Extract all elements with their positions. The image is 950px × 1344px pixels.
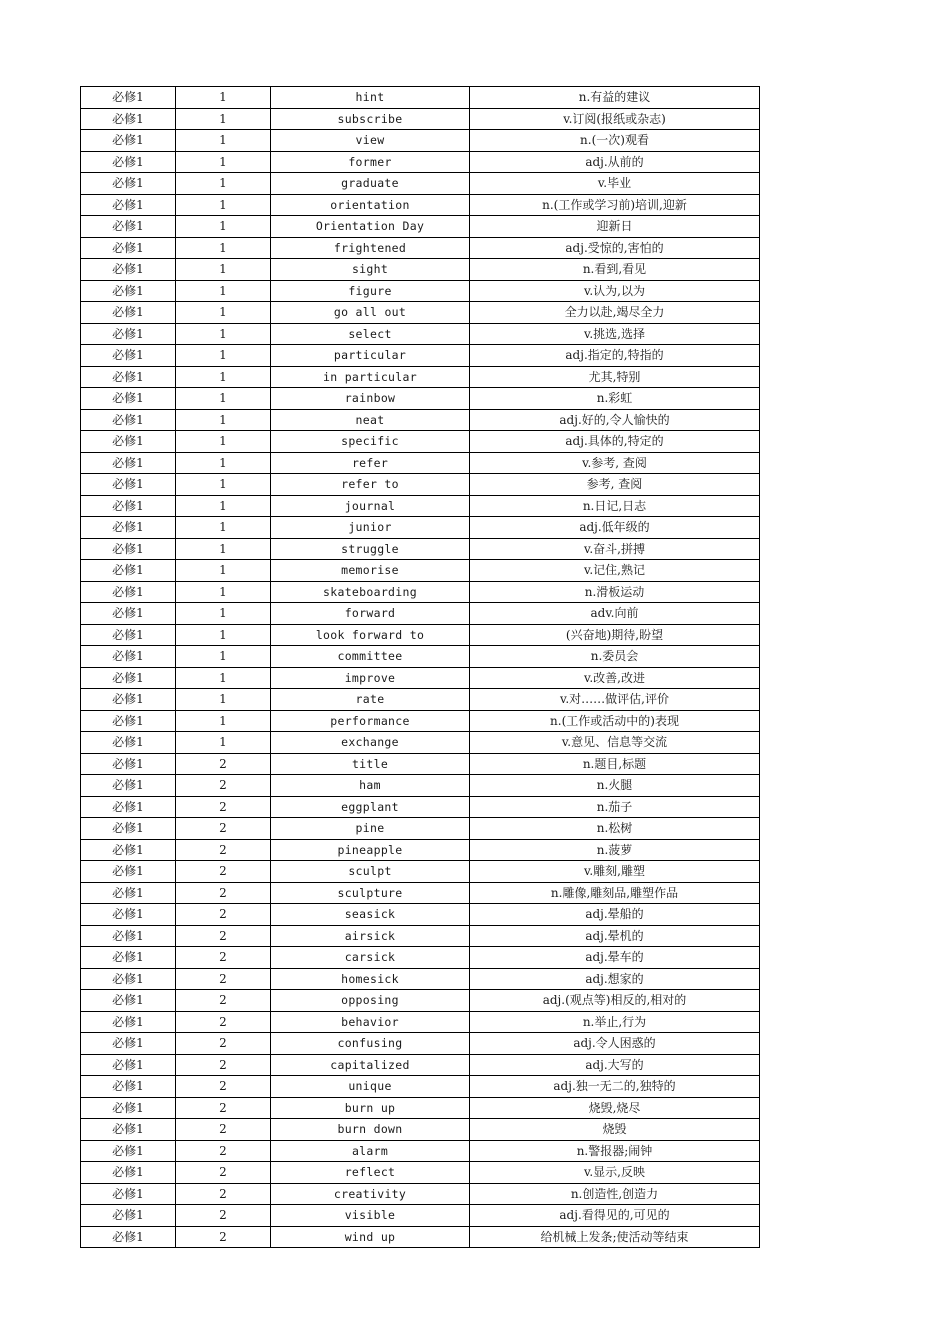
textbook-cell: 必修1 (81, 452, 176, 474)
table-row (81, 345, 760, 367)
meaning-cell: adj.晕机的 (470, 925, 760, 947)
meaning-cell: n.火腿 (470, 775, 760, 797)
meaning-cell: v.认为,以为 (470, 280, 760, 302)
word-cell: alarm (271, 1140, 470, 1162)
word-cell: figure (271, 280, 470, 302)
unit-cell: 2 (176, 1097, 271, 1119)
word-cell: visible (271, 1205, 470, 1227)
table-row (81, 517, 760, 539)
meaning-cell: adj.令人困惑的 (470, 1033, 760, 1055)
table-row (81, 1097, 760, 1119)
textbook-cell: 必修1 (81, 388, 176, 410)
word-cell: junior (271, 517, 470, 539)
meaning-cell: n.茄子 (470, 796, 760, 818)
textbook-cell: 必修1 (81, 366, 176, 388)
word-cell: homesick (271, 968, 470, 990)
unit-cell: 1 (176, 560, 271, 582)
meaning-cell: adj.低年级的 (470, 517, 760, 539)
meaning-cell: v.雕刻,雕塑 (470, 861, 760, 883)
table-row (81, 194, 760, 216)
word-cell: look forward to (271, 624, 470, 646)
unit-cell: 2 (176, 839, 271, 861)
textbook-cell: 必修1 (81, 1140, 176, 1162)
word-cell: refer (271, 452, 470, 474)
table-row (81, 538, 760, 560)
table-row (81, 302, 760, 324)
meaning-cell: n.看到,看见 (470, 259, 760, 281)
unit-cell: 2 (176, 1205, 271, 1227)
unit-cell: 2 (176, 753, 271, 775)
table-row (81, 947, 760, 969)
word-cell: subscribe (271, 108, 470, 130)
word-cell: sculpture (271, 882, 470, 904)
word-cell: select (271, 323, 470, 345)
meaning-cell: n.委员会 (470, 646, 760, 668)
unit-cell: 1 (176, 388, 271, 410)
word-cell: Orientation Day (271, 216, 470, 238)
meaning-cell: n.举止,行为 (470, 1011, 760, 1033)
meaning-cell: n.(一次)观看 (470, 130, 760, 152)
unit-cell: 1 (176, 624, 271, 646)
meaning-cell: 尤其,特别 (470, 366, 760, 388)
textbook-cell: 必修1 (81, 796, 176, 818)
unit-cell: 1 (176, 581, 271, 603)
table-row (81, 431, 760, 453)
unit-cell: 2 (176, 1183, 271, 1205)
word-cell: graduate (271, 173, 470, 195)
word-cell: sculpt (271, 861, 470, 883)
table-row (81, 1033, 760, 1055)
table-row (81, 1011, 760, 1033)
textbook-cell: 必修1 (81, 302, 176, 324)
textbook-cell: 必修1 (81, 538, 176, 560)
unit-cell: 1 (176, 151, 271, 173)
meaning-cell: n.(工作或活动中的)表现 (470, 710, 760, 732)
textbook-cell: 必修1 (81, 581, 176, 603)
textbook-cell: 必修1 (81, 646, 176, 668)
meaning-cell: n.日记,日志 (470, 495, 760, 517)
table-row (81, 108, 760, 130)
textbook-cell: 必修1 (81, 1097, 176, 1119)
unit-cell: 2 (176, 1054, 271, 1076)
meaning-cell: n.(工作或学习前)培训,迎新 (470, 194, 760, 216)
word-cell: specific (271, 431, 470, 453)
word-cell: neat (271, 409, 470, 431)
table-row (81, 495, 760, 517)
unit-cell: 1 (176, 194, 271, 216)
vocabulary-table (80, 86, 760, 1248)
vocabulary-sheet (80, 86, 760, 1248)
table-row (81, 839, 760, 861)
unit-cell: 1 (176, 130, 271, 152)
unit-cell: 1 (176, 87, 271, 109)
textbook-cell: 必修1 (81, 882, 176, 904)
meaning-cell: adj.具体的,特定的 (470, 431, 760, 453)
word-cell: go all out (271, 302, 470, 324)
meaning-cell: adj.大写的 (470, 1054, 760, 1076)
textbook-cell: 必修1 (81, 968, 176, 990)
word-cell: title (271, 753, 470, 775)
meaning-cell: v.意见、信息等交流 (470, 732, 760, 754)
table-row (81, 990, 760, 1012)
table-row (81, 323, 760, 345)
meaning-cell: n.彩虹 (470, 388, 760, 410)
table-row (81, 388, 760, 410)
unit-cell: 1 (176, 732, 271, 754)
textbook-cell: 必修1 (81, 409, 176, 431)
meaning-cell: v.参考, 查阅 (470, 452, 760, 474)
word-cell: skateboarding (271, 581, 470, 603)
meaning-cell: n.菠萝 (470, 839, 760, 861)
word-cell: creativity (271, 1183, 470, 1205)
textbook-cell: 必修1 (81, 710, 176, 732)
word-cell: reflect (271, 1162, 470, 1184)
unit-cell: 2 (176, 796, 271, 818)
textbook-cell: 必修1 (81, 904, 176, 926)
word-cell: orientation (271, 194, 470, 216)
table-row (81, 603, 760, 625)
table-row (81, 1054, 760, 1076)
word-cell: behavior (271, 1011, 470, 1033)
unit-cell: 1 (176, 474, 271, 496)
meaning-cell: n.滑板运动 (470, 581, 760, 603)
word-cell: ham (271, 775, 470, 797)
table-row (81, 818, 760, 840)
textbook-cell: 必修1 (81, 194, 176, 216)
table-row (81, 753, 760, 775)
meaning-cell: adj.(观点等)相反的,相对的 (470, 990, 760, 1012)
meaning-cell: adj.晕船的 (470, 904, 760, 926)
meaning-cell: v.显示,反映 (470, 1162, 760, 1184)
word-cell: view (271, 130, 470, 152)
unit-cell: 1 (176, 667, 271, 689)
word-cell: in particular (271, 366, 470, 388)
meaning-cell: n.松树 (470, 818, 760, 840)
word-cell: committee (271, 646, 470, 668)
table-row (81, 1162, 760, 1184)
unit-cell: 1 (176, 710, 271, 732)
meaning-cell: adj.从前的 (470, 151, 760, 173)
textbook-cell: 必修1 (81, 1226, 176, 1248)
word-cell: memorise (271, 560, 470, 582)
table-row (81, 259, 760, 281)
table-row (81, 732, 760, 754)
table-row (81, 968, 760, 990)
word-cell: rainbow (271, 388, 470, 410)
unit-cell: 2 (176, 1076, 271, 1098)
table-row (81, 861, 760, 883)
meaning-cell: adv.向前 (470, 603, 760, 625)
meaning-cell: v.对……做评估,评价 (470, 689, 760, 711)
word-cell: former (271, 151, 470, 173)
table-row (81, 409, 760, 431)
word-cell: improve (271, 667, 470, 689)
unit-cell: 2 (176, 947, 271, 969)
table-row (81, 130, 760, 152)
textbook-cell: 必修1 (81, 603, 176, 625)
unit-cell: 1 (176, 216, 271, 238)
textbook-cell: 必修1 (81, 947, 176, 969)
word-cell: journal (271, 495, 470, 517)
unit-cell: 2 (176, 968, 271, 990)
textbook-cell: 必修1 (81, 667, 176, 689)
unit-cell: 1 (176, 646, 271, 668)
meaning-cell: adj.指定的,特指的 (470, 345, 760, 367)
table-row (81, 237, 760, 259)
word-cell: sight (271, 259, 470, 281)
textbook-cell: 必修1 (81, 818, 176, 840)
textbook-cell: 必修1 (81, 839, 176, 861)
word-cell: particular (271, 345, 470, 367)
table-row (81, 1205, 760, 1227)
unit-cell: 2 (176, 904, 271, 926)
table-row (81, 775, 760, 797)
word-cell: wind up (271, 1226, 470, 1248)
textbook-cell: 必修1 (81, 280, 176, 302)
textbook-cell: 必修1 (81, 495, 176, 517)
meaning-cell: v.挑选,选择 (470, 323, 760, 345)
word-cell: pineapple (271, 839, 470, 861)
word-cell: refer to (271, 474, 470, 496)
word-cell: burn up (271, 1097, 470, 1119)
textbook-cell: 必修1 (81, 925, 176, 947)
meaning-cell: adj.想家的 (470, 968, 760, 990)
unit-cell: 2 (176, 990, 271, 1012)
unit-cell: 2 (176, 861, 271, 883)
textbook-cell: 必修1 (81, 1076, 176, 1098)
unit-cell: 1 (176, 280, 271, 302)
textbook-cell: 必修1 (81, 108, 176, 130)
word-cell: capitalized (271, 1054, 470, 1076)
word-cell: forward (271, 603, 470, 625)
meaning-cell: n.题目,标题 (470, 753, 760, 775)
textbook-cell: 必修1 (81, 732, 176, 754)
meaning-cell: 烧毁 (470, 1119, 760, 1141)
textbook-cell: 必修1 (81, 517, 176, 539)
table-row (81, 667, 760, 689)
textbook-cell: 必修1 (81, 624, 176, 646)
table-row (81, 1140, 760, 1162)
unit-cell: 2 (176, 882, 271, 904)
meaning-cell: n.有益的建议 (470, 87, 760, 109)
meaning-cell: v.改善,改进 (470, 667, 760, 689)
textbook-cell: 必修1 (81, 861, 176, 883)
textbook-cell: 必修1 (81, 431, 176, 453)
textbook-cell: 必修1 (81, 560, 176, 582)
unit-cell: 1 (176, 173, 271, 195)
word-cell: frightened (271, 237, 470, 259)
unit-cell: 2 (176, 1119, 271, 1141)
textbook-cell: 必修1 (81, 1054, 176, 1076)
unit-cell: 2 (176, 1162, 271, 1184)
meaning-cell: 全力以赴,竭尽全力 (470, 302, 760, 324)
textbook-cell: 必修1 (81, 173, 176, 195)
unit-cell: 2 (176, 1226, 271, 1248)
meaning-cell: v.毕业 (470, 173, 760, 195)
unit-cell: 1 (176, 259, 271, 281)
table-row (81, 366, 760, 388)
table-row (81, 216, 760, 238)
table-row (81, 796, 760, 818)
textbook-cell: 必修1 (81, 345, 176, 367)
meaning-cell: n.创造性,创造力 (470, 1183, 760, 1205)
meaning-cell: 给机械上发条;使活动等结束 (470, 1226, 760, 1248)
word-cell: unique (271, 1076, 470, 1098)
unit-cell: 1 (176, 495, 271, 517)
textbook-cell: 必修1 (81, 130, 176, 152)
textbook-cell: 必修1 (81, 474, 176, 496)
meaning-cell: v.订阅(报纸或杂志) (470, 108, 760, 130)
table-row (81, 474, 760, 496)
textbook-cell: 必修1 (81, 1011, 176, 1033)
textbook-cell: 必修1 (81, 87, 176, 109)
word-cell: airsick (271, 925, 470, 947)
meaning-cell: v.奋斗,拼搏 (470, 538, 760, 560)
table-row (81, 1119, 760, 1141)
textbook-cell: 必修1 (81, 1033, 176, 1055)
unit-cell: 1 (176, 366, 271, 388)
table-row (81, 581, 760, 603)
table-row (81, 904, 760, 926)
vocabulary-table-body (81, 87, 760, 1248)
textbook-cell: 必修1 (81, 1205, 176, 1227)
unit-cell: 2 (176, 1140, 271, 1162)
table-row (81, 710, 760, 732)
word-cell: eggplant (271, 796, 470, 818)
textbook-cell: 必修1 (81, 151, 176, 173)
table-row (81, 925, 760, 947)
unit-cell: 2 (176, 818, 271, 840)
meaning-cell: 迎新日 (470, 216, 760, 238)
meaning-cell: adj.独一无二的,独特的 (470, 1076, 760, 1098)
table-row (81, 173, 760, 195)
meaning-cell: 参考, 查阅 (470, 474, 760, 496)
unit-cell: 1 (176, 237, 271, 259)
meaning-cell: adj.晕车的 (470, 947, 760, 969)
unit-cell: 1 (176, 689, 271, 711)
unit-cell: 1 (176, 409, 271, 431)
table-row (81, 280, 760, 302)
word-cell: burn down (271, 1119, 470, 1141)
unit-cell: 1 (176, 452, 271, 474)
textbook-cell: 必修1 (81, 753, 176, 775)
word-cell: performance (271, 710, 470, 732)
meaning-cell: adj.受惊的,害怕的 (470, 237, 760, 259)
unit-cell: 1 (176, 603, 271, 625)
word-cell: pine (271, 818, 470, 840)
word-cell: rate (271, 689, 470, 711)
textbook-cell: 必修1 (81, 216, 176, 238)
unit-cell: 1 (176, 538, 271, 560)
meaning-cell: adj.看得见的,可见的 (470, 1205, 760, 1227)
unit-cell: 1 (176, 108, 271, 130)
meaning-cell: 烧毁,烧尽 (470, 1097, 760, 1119)
unit-cell: 1 (176, 431, 271, 453)
textbook-cell: 必修1 (81, 775, 176, 797)
unit-cell: 2 (176, 775, 271, 797)
meaning-cell: (兴奋地)期待,盼望 (470, 624, 760, 646)
unit-cell: 1 (176, 323, 271, 345)
textbook-cell: 必修1 (81, 1162, 176, 1184)
unit-cell: 1 (176, 302, 271, 324)
table-row (81, 689, 760, 711)
textbook-cell: 必修1 (81, 237, 176, 259)
unit-cell: 2 (176, 925, 271, 947)
meaning-cell: adj.好的,令人愉快的 (470, 409, 760, 431)
word-cell: exchange (271, 732, 470, 754)
unit-cell: 1 (176, 517, 271, 539)
unit-cell: 2 (176, 1033, 271, 1055)
table-row (81, 1183, 760, 1205)
textbook-cell: 必修1 (81, 259, 176, 281)
table-row (81, 882, 760, 904)
textbook-cell: 必修1 (81, 323, 176, 345)
word-cell: seasick (271, 904, 470, 926)
table-row (81, 646, 760, 668)
word-cell: carsick (271, 947, 470, 969)
meaning-cell: v.记住,熟记 (470, 560, 760, 582)
textbook-cell: 必修1 (81, 689, 176, 711)
textbook-cell: 必修1 (81, 990, 176, 1012)
textbook-cell: 必修1 (81, 1119, 176, 1141)
textbook-cell: 必修1 (81, 1183, 176, 1205)
unit-cell: 2 (176, 1011, 271, 1033)
table-row (81, 1076, 760, 1098)
table-row (81, 151, 760, 173)
unit-cell: 1 (176, 345, 271, 367)
word-cell: confusing (271, 1033, 470, 1055)
meaning-cell: n.雕像,雕刻品,雕塑作品 (470, 882, 760, 904)
meaning-cell: n.警报器;闹钟 (470, 1140, 760, 1162)
word-cell: opposing (271, 990, 470, 1012)
table-row (81, 1226, 760, 1248)
table-row (81, 87, 760, 109)
table-row (81, 452, 760, 474)
table-row (81, 560, 760, 582)
word-cell: hint (271, 87, 470, 109)
table-row (81, 624, 760, 646)
word-cell: struggle (271, 538, 470, 560)
